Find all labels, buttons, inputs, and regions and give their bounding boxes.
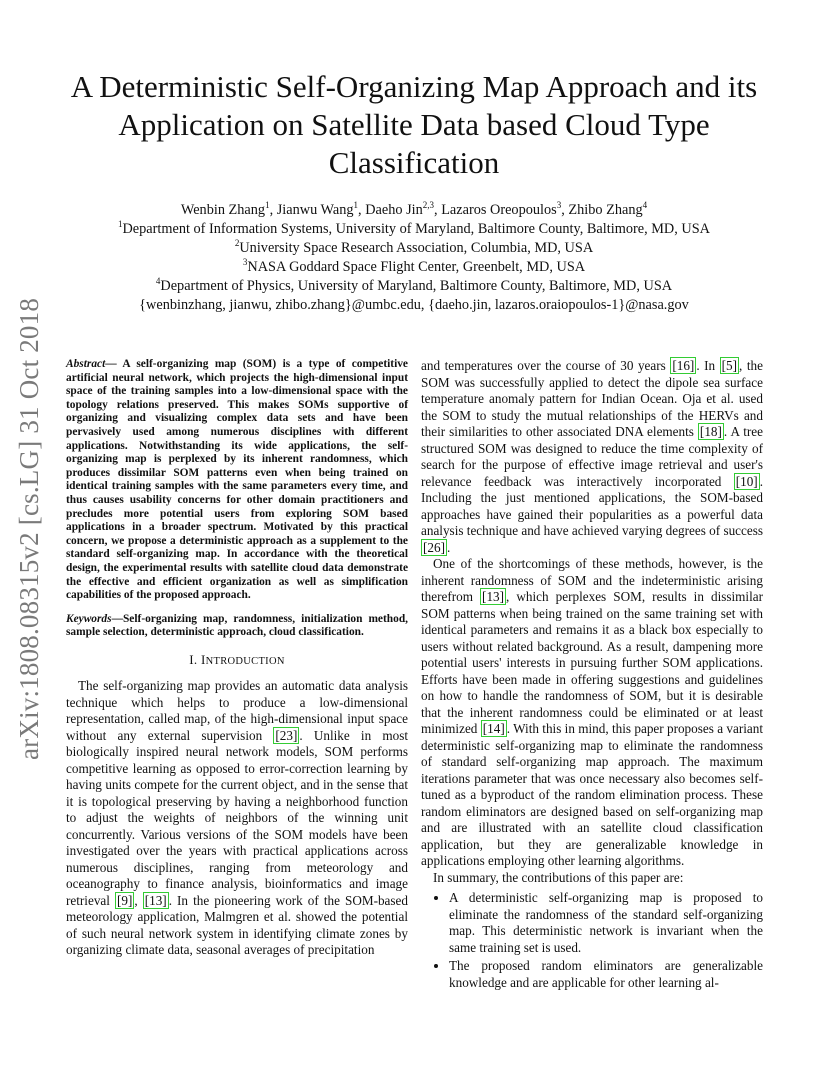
affiliation-1: $^1$Department of Information Systems, University of Maryland, Baltimore County, Baltimore, MD, USA xyxy=(117,219,711,237)
citation-link[interactable]: [10] xyxy=(735,473,758,489)
body-paragraph: and temperatures over the course of 30 years [16] . In [5] , the SOM was successfully applied to detect the dipole sea surface temperature anomaly pattern for Indian Ocean. Oja et al. used the SOM to study the mutual relationships of the HERVs and their similarities to other associated DNA elements [18] . A tree structured SOM was designed to reduce the time complexity of search for the purpose of effective image retrieval and user's relevance feedback was interactively incorporated [10] . Including the just mentioned applications, the SOM-based approaches have gained their popularities as a powerful data analysis technique and have achieved varying degrees of success [26] . xyxy=(421,358,764,555)
abstract-text: — A self-organizing map (SOM) is a type of competitive artificial neural network, which projects the high-dimensional input space of the training samples into a low-dimensional space with the topology relations preserved. This makes SOMs supportive of organizing and visualizing complex data sets and have been pervasively used among numerous disciplines with different applications. Notwithstanding its wide applications, the self-organizing map is perplexed by its inherent randomness, which produces dissimilar SOM patterns even when being trained on identical training samples with the same parameters every time, and thus causes usability concerns for other domain practitioners and precludes more potential users from exploring SOM based applications in a broader spectrum. Motivated by this practical concern, we propose a deterministic approach as a supplement to the standard self-organizing map. In accordance with the theoretical design, the experimental results with satellite cloud data demonstrate the effective and efficient organization as well as simplification capabilities of the proposed approach. xyxy=(66,358,408,602)
citation-link[interactable]: [13] xyxy=(482,589,505,604)
keywords-label: Keywords xyxy=(66,612,112,625)
paper-title: A Deterministic Self-Organizing Map Approach and its Application on Satellite Data based Cloud Type Classification xyxy=(70,69,758,180)
author-name: Zhibo Zhang xyxy=(568,202,643,218)
author-name: Jianwu Wang xyxy=(276,202,354,218)
author-affiliation-marker: 4 xyxy=(642,200,648,211)
contributions-list xyxy=(421,890,763,991)
intro-paragraph: The self-organizing map provides an automatic data analysis technique which helps to produce a low-dimensional representation, called map, of the high-dimensional input space without any external supervision [23] . Unlike in most biologically inspired neural network models, SOM performs competitive learning as opposed to error-correction learning by having units compete for the current object, and in the sense that it is topological preserving by having a neighborhood function to adjust the weights of neighbors of the winning unit concurrently. Various versions of the SOM models have been investigated over the years with practical applications across numerous disciplines, ranging from meteorology and oceanography to finance analysis, bioinformatics and image retrieval [9] , [13] . In the pioneering work of the SOM-based meteorology application, Malmgren et al. showed the potential of such neural network system in identifying climate zones by organizing climate data, seasonal averages of precipitation xyxy=(66,678,408,958)
body-paragraph: One of the shortcomings of these methods, however, is the inherent randomness of SOM and the indeterministic arising therefrom [13] , which perplexes SOM, results in dissimilar SOM patterns when being trained on the same training set with identical parameters and remains it as a black box especially to users without related background. As a result, dampening more potential users' interests in pursuing further SOM applications. Efforts have been made in offering suggestions and guidelines on how to handle the randomness of SOM, but it is desirable that the inherent randomness could be eliminated or at least minimized [14] . With this in mind, this paper proposes a variant deterministic self-organizing map to eliminate the randomness of standard self-organizing map approach. The maximum iterations parameter that was once necessary also becomes self-tuned as a byproduct of the random elimination process. These random eliminators are designed based on self-organizing map and are illustrated with an satellite cloud classification application, but they are generalizable knowledge in applications employing other learning algorithms. xyxy=(421,556,763,868)
citation-link[interactable]: [13] xyxy=(144,892,167,908)
citation-link[interactable]: [5] xyxy=(721,358,738,373)
list-item: • The proposed random eliminators are generalizable knowledge and are applicable for other learning al- xyxy=(449,958,763,991)
section-heading-introduction: I. INTRODUCTION xyxy=(189,651,285,667)
affiliation-3: $^3$NASA Goddard Space Flight Center, Greenbelt, MD, USA xyxy=(242,257,586,275)
author-name: Wenbin Zhang xyxy=(180,202,266,218)
arxiv-identifier: arXiv:1808.08315v2 [cs.LG] 31 Oct 2018 xyxy=(14,297,44,760)
citation-link[interactable]: [9] xyxy=(116,892,133,908)
keywords-text: —Self-organizing map, randomness, initialization method, sample selection, deterministic approach, cloud classification. xyxy=(66,612,408,639)
citation-link[interactable]: [14] xyxy=(482,721,505,736)
citation-link[interactable]: [23] xyxy=(275,727,298,743)
body-paragraph: In summary, the contributions of this paper are: xyxy=(433,869,684,885)
list-item: • A deterministic self-organizing map is proposed to eliminate the randomness of the standard self-organizing map. This deterministic network is invariant when the same training set is used. xyxy=(449,890,763,956)
abstract xyxy=(66,358,408,603)
author-affiliation-marker: 1 xyxy=(265,200,270,211)
citation-link[interactable]: [26] xyxy=(423,539,445,555)
author-affiliation-marker: 2,3 xyxy=(422,200,435,211)
affiliation-4: $^4$Department of Physics, University of Maryland, Baltimore County, Baltimore, MD, USA xyxy=(155,276,673,294)
keywords xyxy=(66,613,408,640)
author-list: Wenbin Zhang$^1$, Jianwu Wang$^1$, Daeho Jin$^{2,3}$, Lazaros Oreopoulos$^3$, Zhibo Zhang$^4$ xyxy=(180,200,648,218)
citation-link[interactable]: [16] xyxy=(672,358,695,373)
citation-link[interactable]: [18] xyxy=(699,424,722,439)
left-column xyxy=(66,358,408,959)
author-affiliation-marker: 3 xyxy=(556,200,562,211)
author-name: Lazaros Oreopoulos xyxy=(441,202,557,218)
author-affiliation-marker: 1 xyxy=(353,200,359,211)
right-column xyxy=(421,358,763,993)
author-block xyxy=(60,201,768,315)
abstract-label: Abstract xyxy=(66,358,106,370)
author-emails: {wenbinzhang, jianwu, zhibo.zhang}@umbc.edu, {daeho.jin, lazaros.oraiopoulos-1}@nasa.gov xyxy=(139,297,689,313)
affiliation-2: $^2$University Space Research Association, Columbia, MD, USA xyxy=(234,238,594,256)
author-name: Daeho Jin xyxy=(365,202,423,218)
